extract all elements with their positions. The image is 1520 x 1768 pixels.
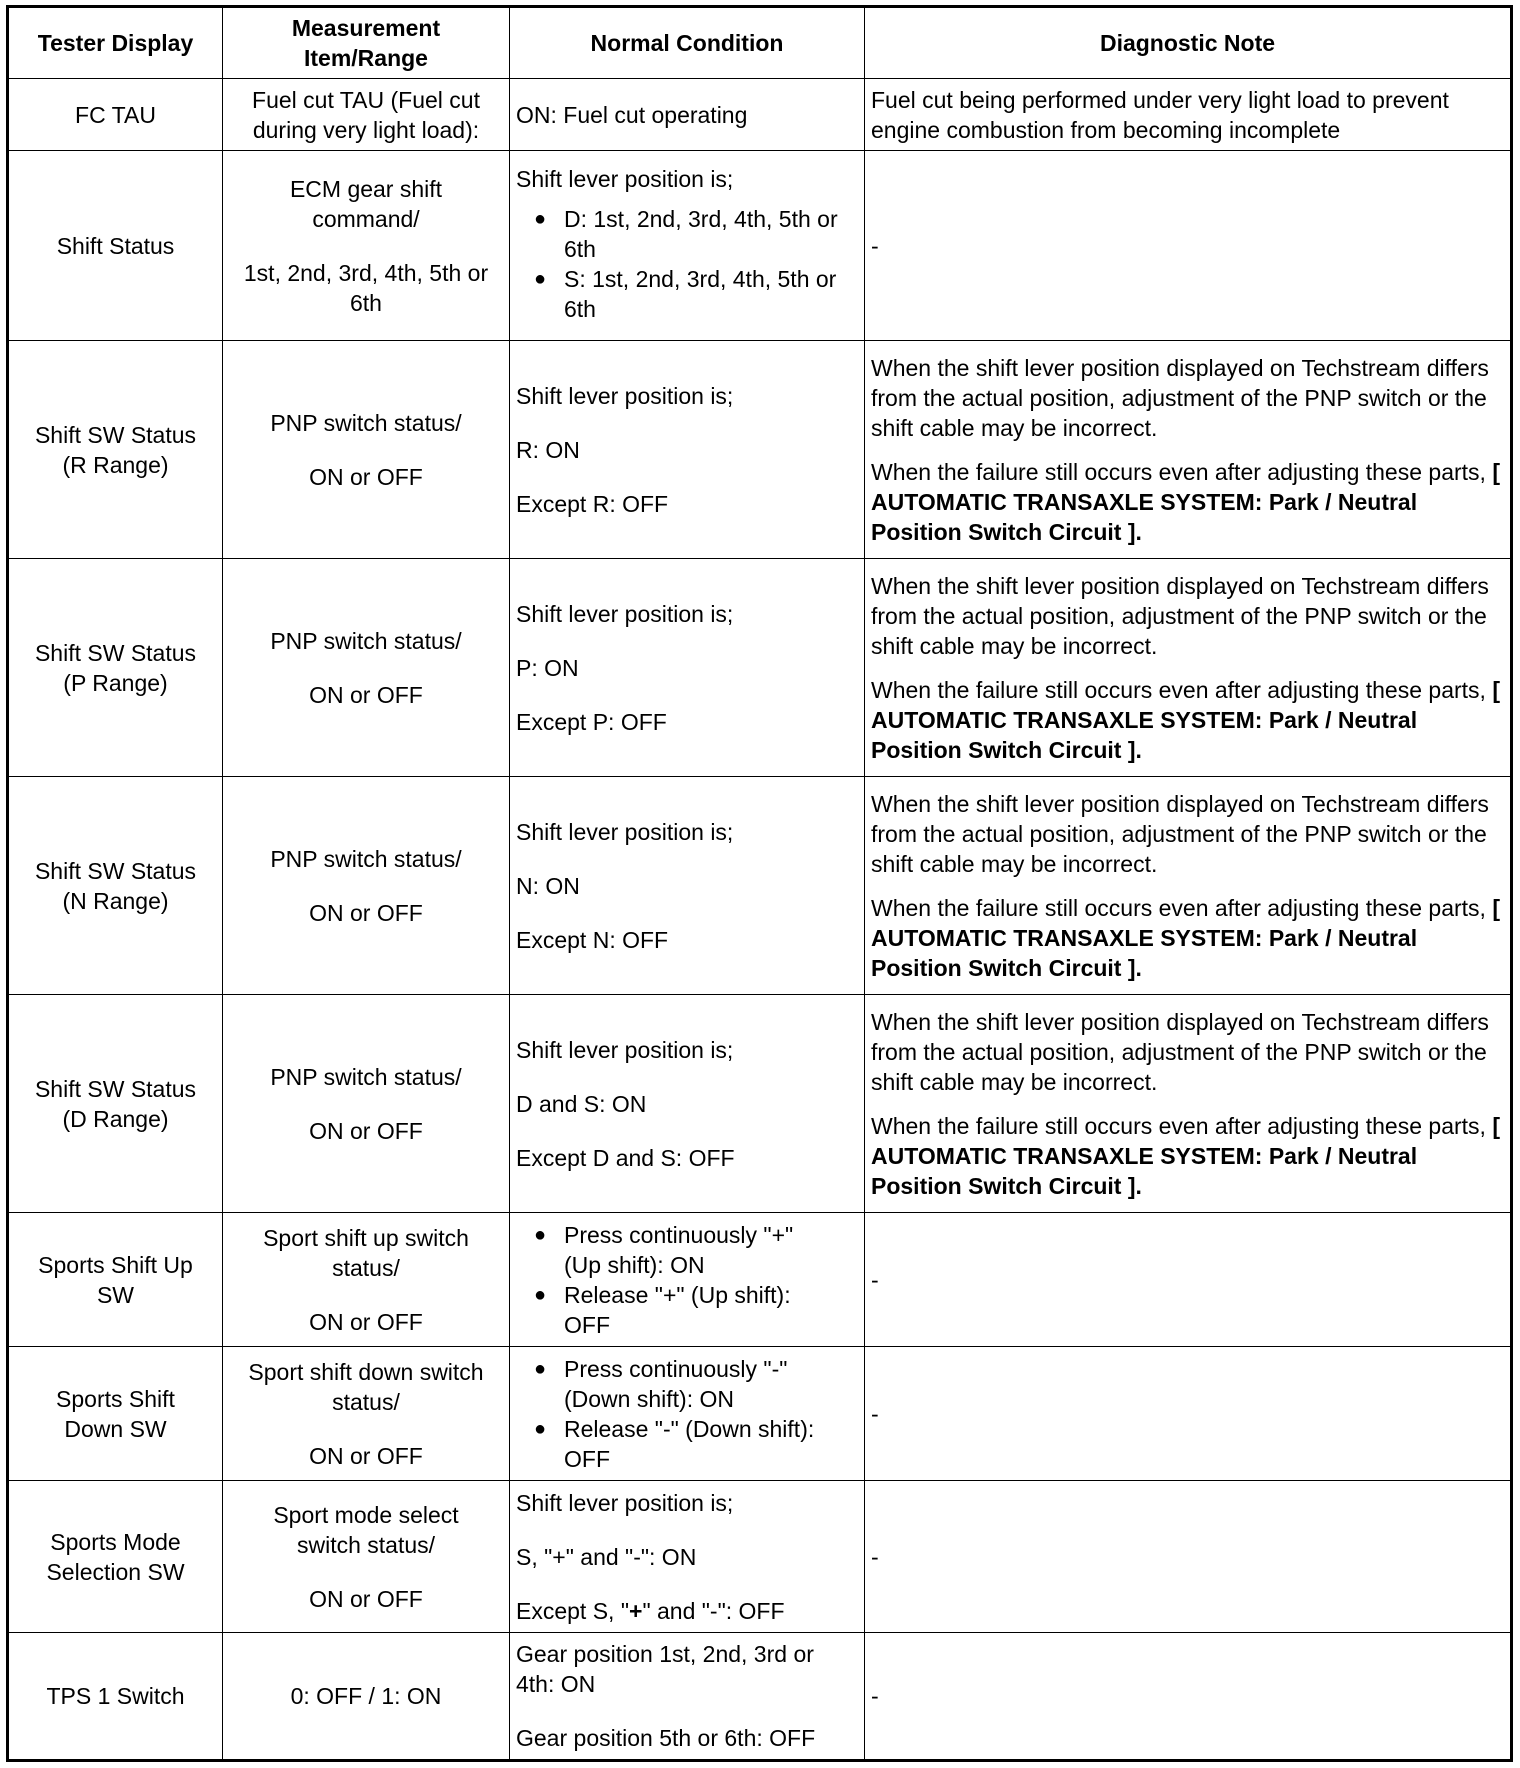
note-paragraph: When the shift lever position displayed on Techstream differs from the actual position, adjustment of the PNP switch or the shift cable may be incorrect. (871, 790, 1489, 877)
condition-on: P: ON (516, 654, 579, 681)
tester-display-cell: Sports Mode Selection SW (8, 1481, 223, 1633)
note-text: When the failure still occurs even after adjusting these parts, (871, 894, 1493, 921)
circuit-reference: [ AUTOMATIC TRANSAXLE SYSTEM: Park / Neutral Position Switch Circuit ] (871, 894, 1500, 981)
note-paragraph (871, 1111, 1504, 1201)
measurement-cell (223, 1347, 510, 1481)
measurement-range: ON or OFF (309, 899, 423, 926)
measurement-item: Sport shift down switch status/ (248, 1358, 484, 1415)
condition-off: Except R: OFF (516, 490, 669, 517)
normal-condition-cell (510, 341, 865, 559)
condition-off: Except D and S: OFF (516, 1144, 735, 1171)
measurement-cell: 0: OFF / 1: ON (223, 1633, 510, 1761)
measurement-range: ON or OFF (309, 1117, 423, 1144)
shift-lever-intro: Shift lever position is; (516, 165, 734, 192)
note-text: When the failure still occurs even after adjusting these parts, (871, 1112, 1493, 1139)
normal-condition-cell (510, 1347, 865, 1481)
note-paragraph: When the shift lever position displayed on Techstream differs from the actual position, adjustment of the PNP switch or the shift cable may be incorrect. (871, 354, 1489, 441)
diagnostic-note-cell: - (865, 1347, 1512, 1481)
note-text: . (1135, 518, 1142, 545)
tester-display-cell (8, 995, 223, 1213)
tester-display-cell: Shift Status (8, 151, 223, 341)
diagnostic-note-cell: - (865, 151, 1512, 341)
list-item: ● Press continuously "-" (Down shift): ON (516, 1354, 858, 1414)
condition-off (516, 1596, 858, 1626)
tester-display-range: (P Range) (63, 669, 168, 696)
condition-on: D and S: ON (516, 1090, 647, 1117)
normal-condition-cell (510, 1633, 865, 1761)
shift-lever-intro: Shift lever position is; (516, 1036, 734, 1063)
table-row (8, 1347, 1512, 1481)
circuit-reference: [ AUTOMATIC TRANSAXLE SYSTEM: Park / Neutral Position Switch Circuit ] (871, 676, 1500, 763)
tester-display-cell: Sports Shift Up SW (8, 1213, 223, 1347)
measurement-cell (223, 1213, 510, 1347)
condition-off: Gear position 5th or 6th: OFF (516, 1725, 816, 1751)
diagnostic-note-cell (865, 777, 1512, 995)
condition-off: Except P: OFF (516, 708, 667, 735)
measurement-item: PNP switch status/ (270, 1063, 462, 1090)
condition-list (516, 1354, 858, 1474)
diagnostic-note-cell: - (865, 1213, 1512, 1347)
note-text: When the failure still occurs even after adjusting these parts, (871, 676, 1493, 703)
measurement-range: ON or OFF (309, 463, 423, 490)
diagnostic-note-cell (865, 341, 1512, 559)
condition-text: " and "-": OFF (642, 1597, 785, 1624)
note-paragraph (871, 675, 1504, 765)
condition-list (516, 1220, 858, 1340)
list-item: ● Release "+" (Up shift): OFF (516, 1280, 858, 1340)
measurement-cell (223, 1481, 510, 1633)
shift-lever-intro: Shift lever position is; (516, 382, 734, 409)
measurement-item: Sport shift up switch status/ (263, 1224, 469, 1281)
tester-display-line: Shift SW Status (34, 1075, 197, 1102)
tester-display-cell: Sports Shift Down SW (8, 1347, 223, 1481)
measurement-cell (223, 151, 510, 341)
table-row (8, 341, 1512, 559)
header-diagnostic-note: Diagnostic Note (865, 7, 1512, 79)
table-row (8, 151, 1512, 341)
note-paragraph: When the shift lever position displayed on Techstream differs from the actual position, adjustment of the PNP switch or the shift cable may be incorrect. (871, 572, 1489, 659)
measurement-item: PNP switch status/ (270, 409, 462, 436)
list-item: ● Release "-" (Down shift): OFF (516, 1414, 858, 1474)
tester-display-cell (8, 341, 223, 559)
tester-display-line: Shift SW Status (34, 857, 197, 884)
tester-display-cell: FC TAU (8, 79, 223, 151)
diagnostic-data-table (6, 5, 1513, 1762)
condition-list (516, 204, 858, 324)
note-paragraph: When the shift lever position displayed on Techstream differs from the actual position, adjustment of the PNP switch or the shift cable may be incorrect. (871, 1008, 1489, 1095)
measurement-range: ON or OFF (309, 681, 423, 708)
table-row (8, 777, 1512, 995)
header-normal-condition: Normal Condition (510, 7, 865, 79)
note-paragraph (871, 893, 1504, 983)
tester-display-line: Shift SW Status (34, 421, 197, 448)
measurement-cell (223, 341, 510, 559)
normal-condition-cell (510, 1481, 865, 1633)
table-row (8, 1213, 1512, 1347)
circuit-reference: [ AUTOMATIC TRANSAXLE SYSTEM: Park / Neutral Position Switch Circuit ] (871, 1112, 1500, 1199)
measurement-item: Sport mode select switch status/ (273, 1501, 459, 1558)
table-row (8, 1481, 1512, 1633)
tester-display-line: Shift SW Status (34, 639, 197, 666)
measurement-cell (223, 559, 510, 777)
measurement-cell (223, 777, 510, 995)
normal-condition-cell (510, 995, 865, 1213)
measurement-range: ON or OFF (309, 1308, 423, 1335)
measurement-cell (223, 995, 510, 1213)
table-row (8, 995, 1512, 1213)
normal-condition-cell (510, 777, 865, 995)
tester-display-cell (8, 559, 223, 777)
diagnostic-note-cell: Fuel cut being performed under very light load to prevent engine combustion from becoming incomplete (865, 79, 1512, 151)
measurement-range: ON or OFF (309, 1442, 423, 1469)
table-row (8, 79, 1512, 151)
measurement-item: PNP switch status/ (270, 627, 462, 654)
measurement-range: 1st, 2nd, 3rd, 4th, 5th or 6th (243, 259, 489, 316)
table-row (8, 1633, 1512, 1761)
normal-condition-cell (510, 559, 865, 777)
shift-lever-intro: Shift lever position is; (516, 600, 734, 627)
tester-display-cell (8, 777, 223, 995)
header-tester-display: Tester Display (8, 7, 223, 79)
list-item: ● Press continuously "+" (Up shift): ON (516, 1220, 858, 1280)
normal-condition-cell (510, 1213, 865, 1347)
shift-lever-intro: Shift lever position is; (516, 818, 734, 845)
note-text: . (1135, 736, 1142, 763)
condition-on: S, "+" and "-": ON (516, 1543, 697, 1570)
measurement-item: PNP switch status/ (270, 845, 462, 872)
condition-on: R: ON (516, 436, 580, 463)
circuit-reference: [ AUTOMATIC TRANSAXLE SYSTEM: Park / Neutral Position Switch Circuit ] (871, 458, 1500, 545)
diagnostic-note-cell (865, 559, 1512, 777)
header-measurement-item: Measurement Item/Range (223, 7, 510, 79)
list-item: ● D: 1st, 2nd, 3rd, 4th, 5th or 6th (516, 204, 858, 264)
diagnostic-note-cell: - (865, 1481, 1512, 1633)
table-row (8, 559, 1512, 777)
diagnostic-table-wrapper (6, 5, 1513, 1762)
note-text: . (1135, 1172, 1142, 1199)
note-text: . (1135, 954, 1142, 981)
tester-display-cell: TPS 1 Switch (8, 1633, 223, 1761)
condition-on: N: ON (516, 872, 580, 899)
measurement-range: ON or OFF (309, 1585, 423, 1612)
note-text: When the failure still occurs even after adjusting these parts, (871, 458, 1493, 485)
shift-lever-intro: Shift lever position is; (516, 1489, 734, 1516)
diagnostic-note-cell: - (865, 1633, 1512, 1761)
table-header-row (8, 7, 1512, 79)
note-paragraph (871, 457, 1504, 547)
measurement-cell: Fuel cut TAU (Fuel cut during very light load): (223, 79, 510, 151)
tester-display-range: (N Range) (62, 887, 169, 914)
tester-display-range: (D Range) (62, 1105, 169, 1132)
tester-display-range: (R Range) (62, 451, 169, 478)
normal-condition-cell (510, 151, 865, 341)
plus-symbol: + (629, 1597, 643, 1624)
list-item: ● S: 1st, 2nd, 3rd, 4th, 5th or 6th (516, 264, 858, 324)
condition-on: Gear position 1st, 2nd, 3rd or 4th: ON (516, 1641, 814, 1697)
measurement-item: ECM gear shift command/ (289, 175, 443, 232)
diagnostic-note-cell (865, 995, 1512, 1213)
condition-text: Except S, " (516, 1597, 629, 1624)
normal-condition-cell: ON: Fuel cut operating (510, 79, 865, 151)
condition-off: Except N: OFF (516, 926, 669, 953)
